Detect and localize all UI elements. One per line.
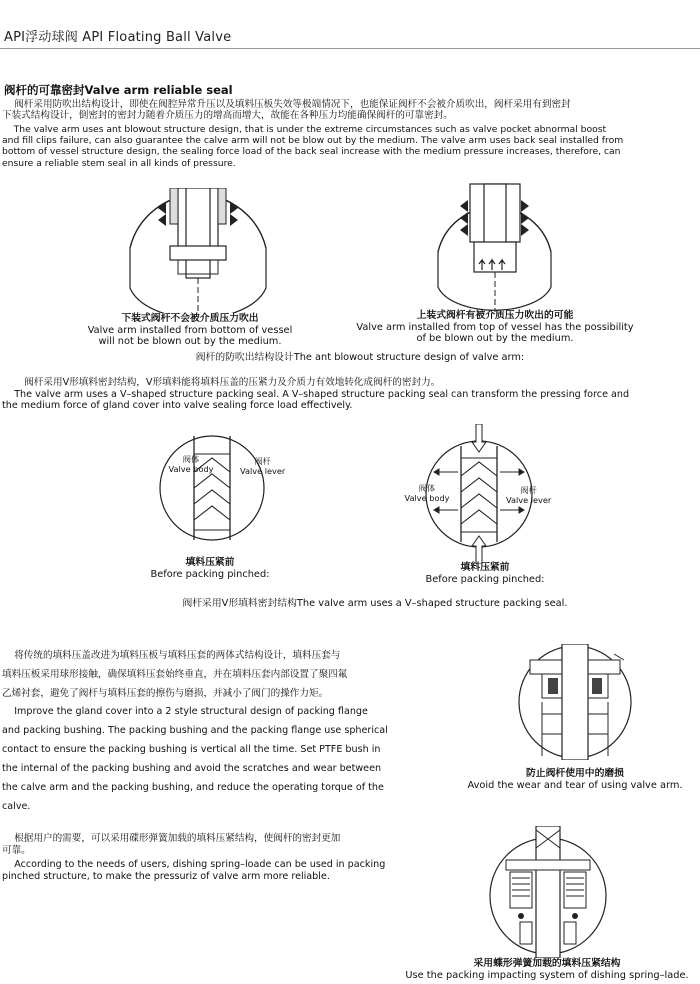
bottom-installed-stem-diagram [118, 188, 278, 313]
gland-zh-line: 将传统的填料压盖改进为填料压板与填料压套的两体式结构设计，填料压套与 [2, 650, 341, 661]
figure-left-top-caption-zh: 下装式阀杆不会被介质压力吹出 [121, 313, 259, 324]
v-right-label-lever-zh: 阀杆 [520, 485, 537, 495]
spring-figure-caption-zh: 采用蝶形弹簧加载的填料压紧结构 [473, 958, 621, 969]
figure-left-top-caption-en: Valve arm installed from bottom of vessel [87, 324, 293, 336]
gland-en-line: Improve the gland cover into a 2 style structural design of packing flange [2, 706, 368, 717]
spring-en-line: pinched structure, to make the pressuriz of valve arm more reliable. [2, 871, 330, 882]
v-left-caption-en: Before packing pinched: [150, 568, 270, 580]
section1-en-line: ensure a reliable stem seal in all kinds of pressure. [2, 157, 236, 169]
v-right-label-body [404, 484, 450, 503]
v-left-label-lever-zh: 阀杆 [254, 456, 271, 466]
v-left-caption-zh: 填料压紧前 [185, 557, 235, 568]
spring-zh-text [2, 833, 422, 857]
v-left-label-body-zh: 阀体 [182, 454, 200, 464]
v-packing-diagram-left [150, 434, 274, 542]
v-right-caption [405, 562, 565, 585]
figure-right-top-caption-en: of be blown out by the medium. [416, 333, 574, 344]
gland-zh-line: 填料压板采用球形接触，确保填料压套始终垂直，并在填料压套内部设置了聚四氟 [2, 669, 348, 680]
gland-figure-caption-zh: 防止阀杆使用中的磨损 [526, 768, 624, 779]
spring-en-line: According to the needs of users, dishing spring–loade can be used in packing [2, 859, 386, 870]
section1-en-text [2, 124, 698, 169]
section1-en-line: bottom of vessel structure design, the sealing force load of the back seal increase with the medium pressure increases, therefore, can [2, 146, 621, 158]
v-packing-caption: 阀杆采用V形填料密封结构The valve arm uses a V–shaped structure packing seal. [182, 598, 568, 609]
gland-figure-caption [455, 768, 695, 791]
section1-en-line: The valve arm uses ant blowout structure design, that is under the extreme circumstances such as valve pocket abnormal boost [2, 124, 607, 135]
v-right-label-body-en: Valve body [404, 492, 450, 503]
gland-en-text [2, 702, 422, 816]
spring-zh-line: 可靠。 [2, 845, 31, 856]
disc-spring-diagram [486, 826, 610, 958]
v-left-label-body [136, 455, 246, 474]
gland-wear-diagram [512, 644, 638, 760]
antiblow-heading: 阀杆的防吹出结构设计The ant blowout structure design of valve arm: [195, 352, 525, 363]
section-title: 阀杆的可靠密封Valve arm reliable seal [4, 83, 233, 97]
spring-figure-caption-en: Use the packing impacting system of dishing spring–lade. [405, 969, 689, 981]
figure-right-top-caption [345, 310, 645, 345]
spring-zh-line: 根据用户的需要，可以采用碟形弹簧加载的填料压紧结构，使阀杆的密封更加 [2, 833, 341, 844]
figure-right-top-caption-zh: 上装式阀杆有被介质压力吹出的可能 [416, 310, 574, 321]
gland-en-line: and packing bushing. The packing bushing and the packing flange use spherical [2, 725, 388, 736]
gland-en-line: the calve arm and the packing bushing, and reduce the operating torque of the [2, 782, 384, 793]
v-left-label-body-en: Valve body [168, 463, 214, 474]
top-installed-stem-diagram [432, 182, 557, 312]
gland-zh-text [2, 646, 422, 703]
gland-en-line: the internal of the packing bushing and avoid the scratches and wear between [2, 763, 382, 774]
header-rule [0, 48, 700, 49]
v-right-caption-en: Before packing pinched: [425, 573, 545, 585]
v-left-label-lever-en: Valve lever [240, 465, 286, 476]
gland-figure-caption-en: Avoid the wear and tear of using valve arm. [467, 779, 683, 791]
gland-zh-line: 乙烯衬套，避免了阀杆与填料压套的擦伤与磨损，并减小了阀门的操作力矩。 [2, 688, 329, 699]
figure-left-top-caption-en: will not be blown out by the medium. [98, 336, 282, 347]
section1-zh-line: 阀杆采用防吹出结构设计，即使在阀腔异常升压以及填料压板失效等极端情况下，也能保证阀杆不会被介质吹出，阀杆采用有到密封 [2, 99, 571, 110]
vseal-zh-text: 阀杆采用V形填料密封结构，V形填料能将填料压盖的压紧力及介质力有效地转化成阀杆的密封力。 [12, 377, 441, 388]
figure-left-top-caption [60, 313, 320, 348]
v-left-label-lever [240, 457, 285, 476]
spring-figure-caption [395, 958, 699, 981]
v-right-label-body-zh: 阀体 [418, 483, 436, 493]
section1-en-line: and fill clips failure, can also guarantee the calve arm will not be blow out by the medium. The valve arm uses back seal installed from [2, 135, 624, 147]
vseal-en-line: the medium force of gland cover into valve sealing force load effectively. [2, 400, 353, 412]
document-header: API浮动球阀 API Floating Ball Valve [4, 30, 232, 45]
vseal-en-line: The valve arm uses a V–shaped structure packing seal. A V–shaped structure packing seal can transform the pressing force and [2, 389, 630, 400]
v-left-caption [130, 557, 290, 580]
gland-en-line: calve. [2, 801, 31, 812]
section1-zh-text [2, 99, 698, 121]
v-right-caption-zh: 填料压紧前 [460, 562, 510, 573]
vseal-en-text [2, 389, 698, 411]
spring-en-text [2, 859, 422, 883]
figure-right-top-caption-en: Valve arm installed from top of vessel has the possibility [356, 321, 634, 333]
v-right-label-lever [506, 486, 551, 505]
gland-en-line: contact to ensure the packing bushing is vertical all the time. Set PTFE bush in [2, 744, 381, 755]
section1-zh-line: 下装式结构设计，倒密封的密封力随着介质压力的增高而增大，故能在各种压力均能确保阀杆的可靠密封。 [2, 110, 453, 122]
v-right-label-lever-en: Valve lever [506, 494, 552, 505]
